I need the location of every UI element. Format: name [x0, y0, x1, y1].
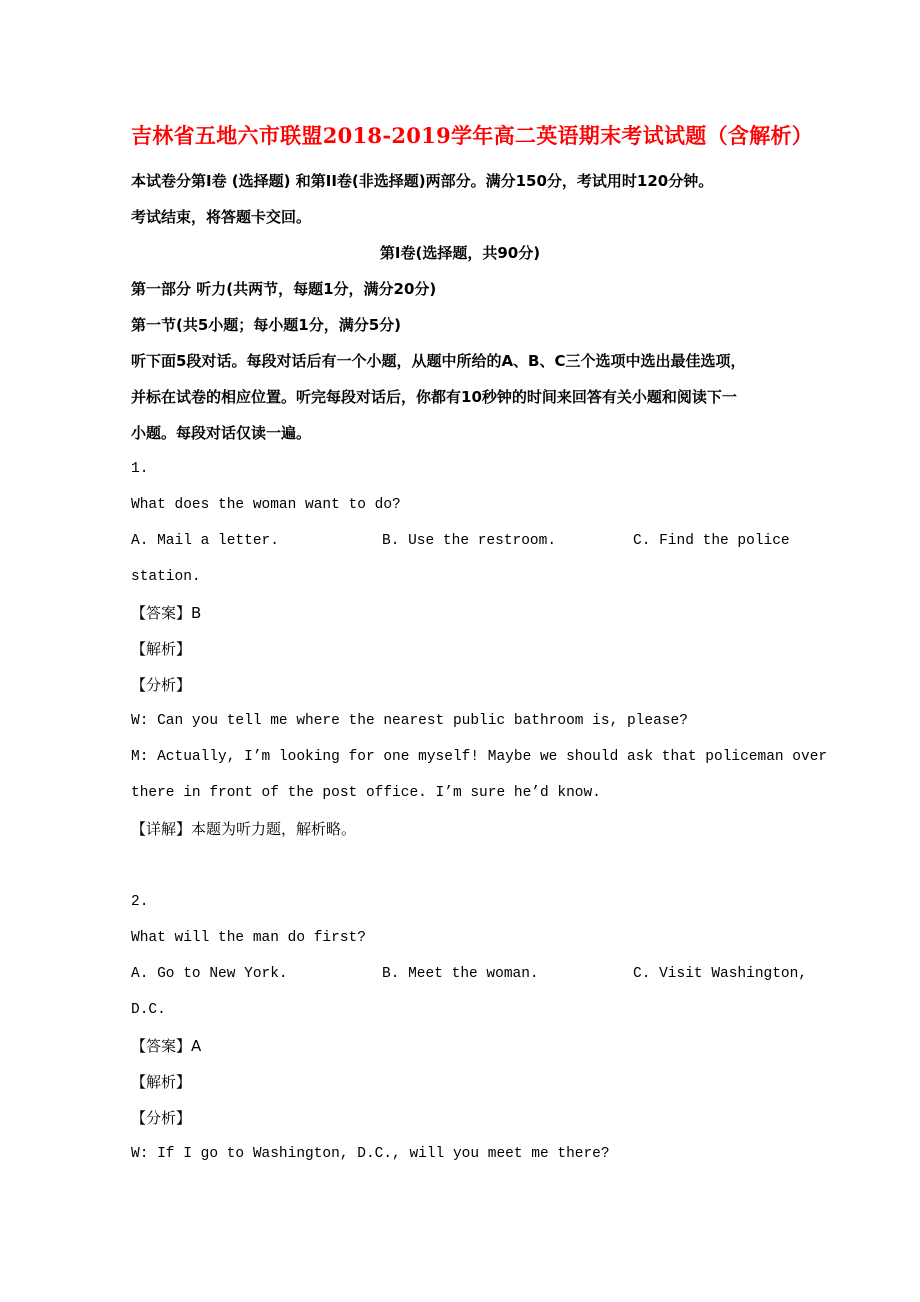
- question-1-option-b: B. Use the restroom.: [382, 533, 557, 549]
- question-1-number: 1.: [131, 461, 149, 477]
- question-2-number: 2.: [131, 894, 149, 910]
- intro-line-1: 本试卷分第Ⅰ卷 (选择题) 和第II卷(非选择题)两部分。满分150分，考试用时120分钟。: [131, 172, 714, 190]
- question-1-option-c: C. Find the police: [633, 533, 790, 549]
- instructions-line-2: 并标在试卷的相应位置。听完每段对话后，你都有10秒钟的时间来回答有关小题和阅读下一: [131, 388, 737, 406]
- question-1-answer: 【答案】B: [131, 604, 202, 622]
- question-1-transcript-line-3: there in front of the post office. I’m sure he’d know.: [131, 785, 601, 801]
- question-2-answer: 【答案】A: [131, 1037, 202, 1055]
- part-heading: 第一部分 听力(共两节，每题1分，满分20分): [131, 280, 437, 298]
- question-2-text: What will the man do first?: [131, 930, 366, 946]
- question-1-detail: 【详解】本题为听力题，解析略。: [131, 820, 357, 838]
- section-heading: 第Ⅰ卷(选择题，共90分): [379, 244, 541, 262]
- question-2-fenxi-label: 【分析】: [131, 1109, 192, 1127]
- question-1-transcript-line-1: W: Can you tell me where the nearest public bathroom is, please?: [131, 713, 688, 729]
- question-2-option-b: B. Meet the woman.: [382, 966, 539, 982]
- question-2-transcript-line-1: W: If I go to Washington, D.C., will you meet me there?: [131, 1146, 610, 1162]
- subsection-heading: 第一节(共5小题；每小题1分，满分5分): [131, 316, 402, 334]
- question-1-transcript-line-2: M: Actually, I’m looking for one myself! Maybe we should ask that policeman over: [131, 749, 828, 765]
- document-title: 吉林省五地六市联盟2018-2019学年高二英语期末考试试题（含解析）: [131, 123, 814, 148]
- question-1-text: What does the woman want to do?: [131, 497, 401, 513]
- question-2-option-a: A. Go to New York.: [131, 966, 288, 982]
- question-2-option-c-continued: D.C.: [131, 1002, 166, 1018]
- question-1-option-a: A. Mail a letter.: [131, 533, 279, 549]
- question-1-fenxi-label: 【分析】: [131, 676, 192, 694]
- instructions-line-1: 听下面5段对话。每段对话后有一个小题，从题中所给的A、B、C三个选项中选出最佳选项，: [131, 352, 746, 370]
- question-2-option-c: C. Visit Washington,: [633, 966, 808, 982]
- question-1-option-c-continued: station.: [131, 569, 201, 585]
- question-1-jiexi-label: 【解析】: [131, 640, 192, 658]
- question-2-jiexi-label: 【解析】: [131, 1073, 192, 1091]
- instructions-line-3: 小题。每段对话仅读一遍。: [131, 424, 312, 442]
- intro-line-2: 考试结束，将答题卡交回。: [131, 208, 312, 226]
